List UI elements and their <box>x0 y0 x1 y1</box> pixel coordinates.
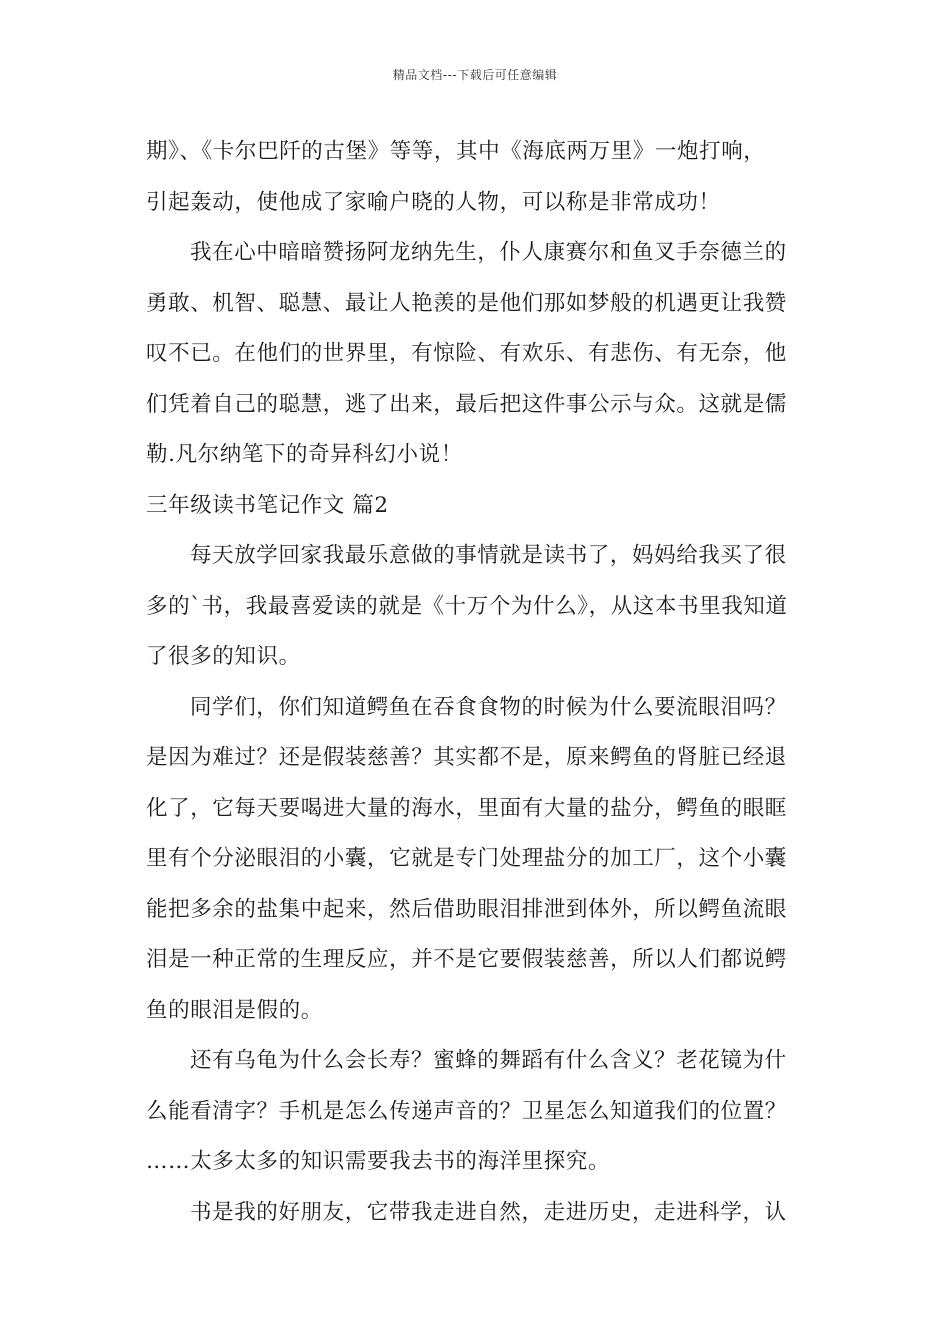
text-line: 能把多余的盐集中起来，然后借助眼泪排泄到体外，所以鳄鱼流眼 <box>146 896 787 922</box>
text-line: 多的`书，我最喜爱读的就是《十万个为什么》，从这本书里我知道 <box>146 593 788 619</box>
text-line: 化了，它每天要喝进大量的海水，里面有大量的盐分，鳄鱼的眼眶 <box>146 795 787 821</box>
text-line: 们凭着自己的聪慧，逃了出来，最后把这件事公示与众。这就是儒 <box>146 391 787 417</box>
text-line: ……太多太多的知识需要我去书的海洋里探究。 <box>146 1149 611 1174</box>
text-line: 里有个分泌眼泪的小囊，它就是专门处理盐分的加工厂，这个小囊 <box>146 846 787 871</box>
paragraph-start-line: 同学们，你们知道鳄鱼在吞食食物的时候为什么要流眼泪吗？ <box>190 694 787 720</box>
text-line: 是因为难过？还是假装慈善？其实都不是，原来鳄鱼的肾脏已经退 <box>146 745 787 770</box>
document-body <box>146 127 806 1238</box>
text-line: 么能看清字？手机是怎么传递声音的？卫星怎么知道我们的位置？ <box>146 1098 787 1124</box>
text-line: 期》、《卡尔巴阡的古堡》等等，其中《海底两万里》一炮打响， <box>146 139 766 164</box>
text-line: 了很多的知识。 <box>146 644 301 669</box>
paragraph-start-line: 每天放学回家我最乐意做的事情就是读书了，妈妈给我买了很 <box>190 543 787 568</box>
paragraph-start-line: 还有乌龟为什么会长寿？蜜蜂的舞蹈有什么含义？老花镜为什 <box>190 1048 787 1073</box>
section-heading: 三年级读书笔记作文 篇2 <box>146 492 389 518</box>
paragraph-start-line: 我在心中暗暗赞扬阿龙纳先生，仆人康赛尔和鱼叉手奈德兰的 <box>190 240 787 265</box>
text-line: 泪是一种正常的生理反应，并不是它要假装慈善，所以人们都说鳄 <box>146 947 787 972</box>
text-line: 勒.凡尔纳笔下的奇异科幻小说！ <box>146 442 463 467</box>
paragraph-start-line: 书是我的好朋友，它带我走进自然，走进历史，走进科学，认 <box>190 1199 787 1225</box>
page-header: 精品文档---下载后可任意编辑 <box>392 68 558 82</box>
text-line: 叹不已。在他们的世界里，有惊险、有欢乐、有悲伤、有无奈，他 <box>146 341 787 366</box>
text-line: 鱼的眼泪是假的。 <box>146 997 323 1023</box>
text-line: 勇敢、机智、聪慧、最让人艳羡的是他们那如梦般的机遇更让我赞 <box>146 290 787 316</box>
text-line: 引起轰动，使他成了家喻户晓的人物，可以称是非常成功！ <box>146 189 721 215</box>
